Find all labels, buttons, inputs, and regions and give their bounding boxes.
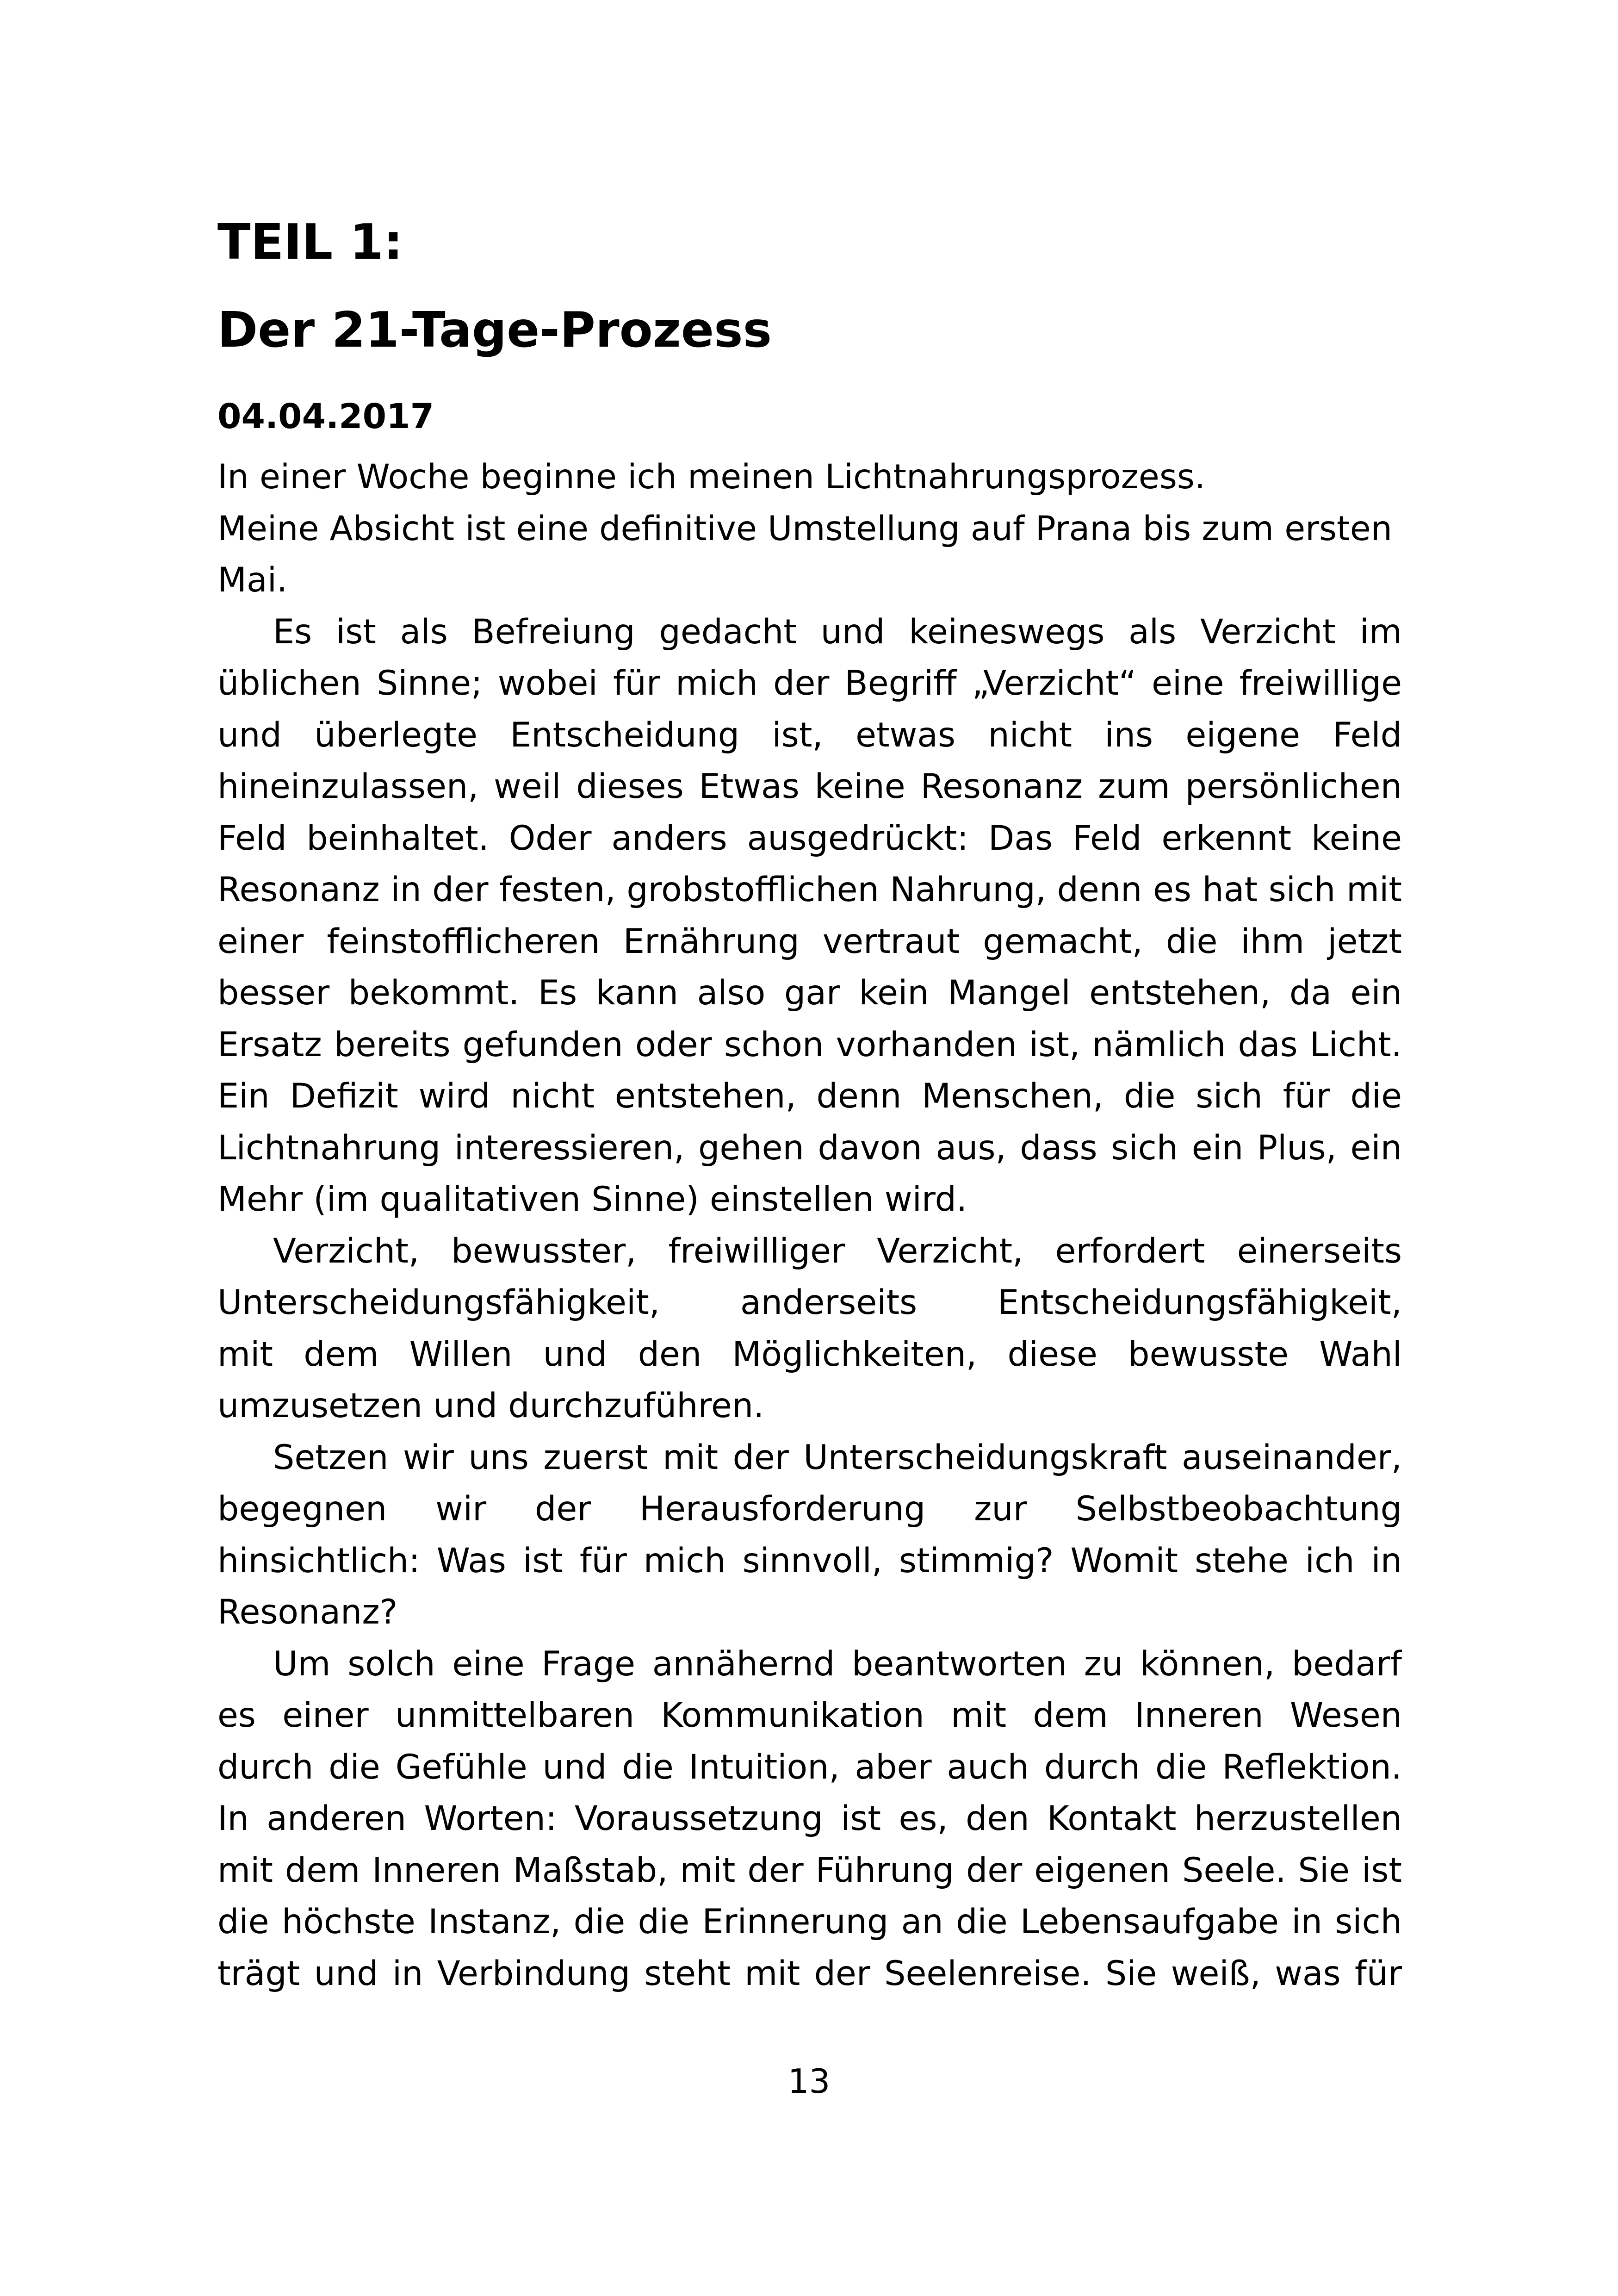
text-line: hinsichtlich: Was ist für mich sinnvoll, stimmig? Womit stehe ich in <box>217 1541 1402 1580</box>
text-line: die höchste Instanz, die die Erinnerung an die Lebensaufgabe in sich <box>217 1902 1402 1941</box>
text-line: Resonanz? <box>217 1593 398 1632</box>
text-line: Es ist als Befreiung gedacht und keineswegs als Verzicht im <box>273 612 1402 652</box>
text-line: üblichen Sinne; wobei für mich der Begriff „Verzicht“ eine freiwillige <box>217 664 1402 703</box>
text-line: Um solch eine Frage annähernd beantworten zu können, bedarf <box>273 1644 1402 1684</box>
body-text <box>217 451 1402 1999</box>
text-line: Ersatz bereits gefunden oder schon vorhanden ist, nämlich das Licht. <box>217 1025 1402 1064</box>
text-line: trägt und in Verbindung steht mit der Seelenreise. Sie weiß, was für <box>217 1954 1402 1993</box>
text-line: Meine Absicht ist eine definitive Umstellung auf Prana bis zum ersten <box>217 509 1392 548</box>
text-line: einer feinstofflicheren Ernährung vertraut gemacht, die ihm jetzt <box>217 921 1402 961</box>
text-line: und überlegte Entscheidung ist, etwas nicht ins eigene Feld <box>217 715 1402 755</box>
text-line: durch die Gefühle und die Intuition, aber auch durch die Reflektion. <box>217 1747 1402 1787</box>
page-number: 13 <box>787 2062 831 2101</box>
text-line: Ein Defizit wird nicht entstehen, denn Menschen, die sich für die <box>217 1076 1402 1116</box>
text-line: Mehr (im qualitativen Sinne) einstellen wird. <box>217 1180 967 1219</box>
chapter-title: Der 21-Tage-Prozess <box>217 302 772 358</box>
text-line: Unterscheidungsfähigkeit, anderseits Entscheidungsfähigkeit, <box>217 1283 1402 1322</box>
text-line: umzusetzen und durchzuführen. <box>217 1386 764 1425</box>
text-line: es einer unmittelbaren Kommunikation mit dem Inneren Wesen <box>217 1696 1402 1735</box>
text-line: Lichtnahrung interessieren, gehen davon aus, dass sich ein Plus, ein <box>217 1128 1402 1168</box>
text-line: Verzicht, bewusster, freiwilliger Verzicht, erfordert einerseits <box>273 1231 1402 1271</box>
text-line: In anderen Worten: Voraussetzung ist es, den Kontakt herzustellen <box>217 1799 1402 1838</box>
text-line: Feld beinhaltet. Oder anders ausgedrückt: Das Feld erkennt keine <box>217 818 1402 858</box>
text-line: mit dem Willen und den Möglichkeiten, diese bewusste Wahl <box>217 1334 1402 1374</box>
text-line: mit dem Inneren Maßstab, mit der Führung der eigenen Seele. Sie ist <box>217 1850 1402 1890</box>
text-line: hineinzulassen, weil dieses Etwas keine Resonanz zum persönlichen <box>217 767 1402 806</box>
text-line: begegnen wir der Herausforderung zur Selbstbeobachtung <box>217 1489 1402 1529</box>
entry-date: 04.04.2017 <box>217 397 434 436</box>
part-title: TEIL 1: <box>217 214 403 270</box>
text-line: Mai. <box>217 560 288 600</box>
text-line: besser bekommt. Es kann also gar kein Mangel entstehen, da ein <box>217 973 1402 1013</box>
text-line: In einer Woche beginne ich meinen Lichtnahrungsprozess. <box>217 457 1206 497</box>
text-line: Resonanz in der festen, grobstofflichen Nahrung, denn es hat sich mit <box>217 870 1402 909</box>
text-line: Setzen wir uns zuerst mit der Unterscheidungskraft auseinander, <box>273 1437 1402 1477</box>
